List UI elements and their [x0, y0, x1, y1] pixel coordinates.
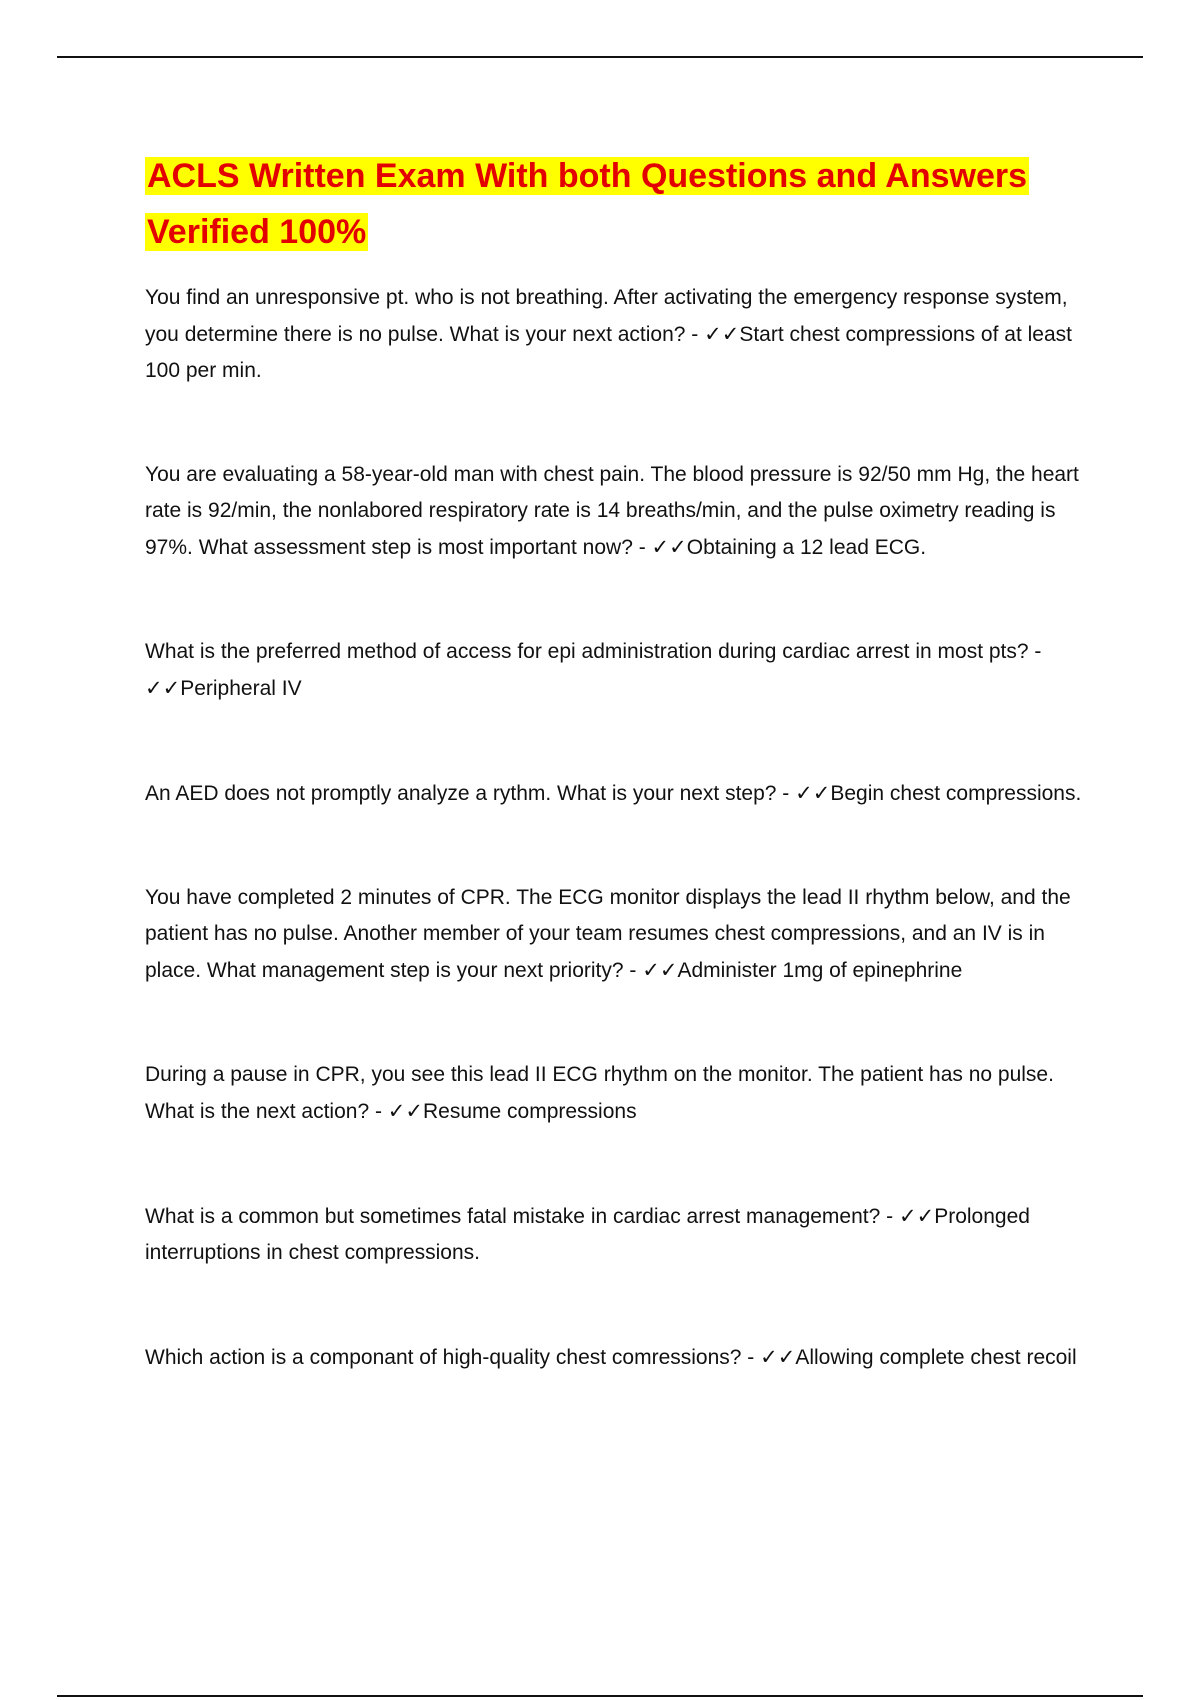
qa-item: [145, 880, 1090, 989]
document-body: [145, 148, 1090, 1444]
answer-text: Prolonged interruptions in chest compressions.: [145, 1205, 1030, 1264]
check-mark-icon: ✓✓: [387, 1099, 423, 1123]
answer-text: Start chest compressions of at least 100 per min.: [145, 323, 1072, 382]
question-text: You are evaluating a 58-year-old man with chest pain. The blood pressure is 92/50 mm Hg, the heart rate is 92/min, the nonlabored respiratory rate is 14 breaths/min, and the pulse oximetry reading is 97%. What assessment step is most important now?: [145, 463, 1079, 559]
check-mark-icon: ✓✓: [898, 1204, 935, 1228]
question-text: What is the preferred method of access for epi administration during cardiac arrest in most pts?: [145, 640, 1029, 663]
qa-item: [145, 1339, 1090, 1376]
answer-text: Obtaining a 12 lead ECG.: [686, 536, 927, 559]
answer-text: Administer 1mg of epinephrine: [677, 959, 963, 982]
header-rule: [57, 56, 1143, 58]
question-text: You find an unresponsive pt. who is not breathing. After activating the emergency response system, you determine there is no pulse. What is your next action?: [145, 286, 1068, 346]
separator: -: [880, 1205, 899, 1228]
question-text: Which action is a componant of high-quality chest comressions?: [145, 1346, 742, 1369]
answer-text: Begin chest compressions.: [830, 782, 1082, 805]
check-mark-icon: ✓✓: [145, 676, 181, 700]
check-mark-icon: ✓✓: [651, 535, 687, 559]
check-mark-icon: ✓✓: [642, 958, 678, 982]
document-title-text: ACLS Written Exam With both Questions and Answers Verified 100%: [147, 157, 1027, 251]
answer-text: Resume compressions: [423, 1100, 637, 1123]
answer-text: Peripheral IV: [180, 677, 302, 700]
question-text: What is a common but sometimes fatal mistake in cardiac arrest management?: [145, 1205, 881, 1228]
separator: -: [623, 959, 643, 982]
check-mark-icon: ✓✓: [704, 322, 740, 346]
question-text: You have completed 2 minutes of CPR. The ECG monitor displays the lead II rhythm below, and the patient has no pulse. Another member of your team resumes chest compressions, and an IV is in place. What management step is your next priority?: [145, 886, 1071, 982]
qa-item: [145, 775, 1090, 812]
footer-rule: [57, 1695, 1143, 1697]
answer-text: Allowing complete chest recoil: [795, 1346, 1077, 1369]
document-title: [145, 148, 1090, 260]
separator: -: [1028, 640, 1042, 663]
check-mark-icon: ✓✓: [760, 1345, 796, 1369]
question-text: During a pause in CPR, you see this lead II ECG rhythm on the monitor. The patient has no pulse. What is the next action?: [145, 1063, 1054, 1123]
separator: -: [685, 323, 705, 346]
qa-item: [145, 634, 1090, 707]
separator: -: [776, 782, 796, 805]
separator: -: [369, 1100, 388, 1123]
qa-item: [145, 1057, 1090, 1130]
qa-item: [145, 457, 1090, 566]
separator: -: [741, 1346, 761, 1369]
question-text: An AED does not promptly analyze a rythm. What is your next step?: [145, 782, 777, 805]
qa-item: [145, 280, 1090, 389]
check-mark-icon: ✓✓: [795, 781, 831, 805]
qa-item: [145, 1198, 1090, 1271]
qa-list: [145, 280, 1090, 1376]
separator: -: [632, 536, 652, 559]
